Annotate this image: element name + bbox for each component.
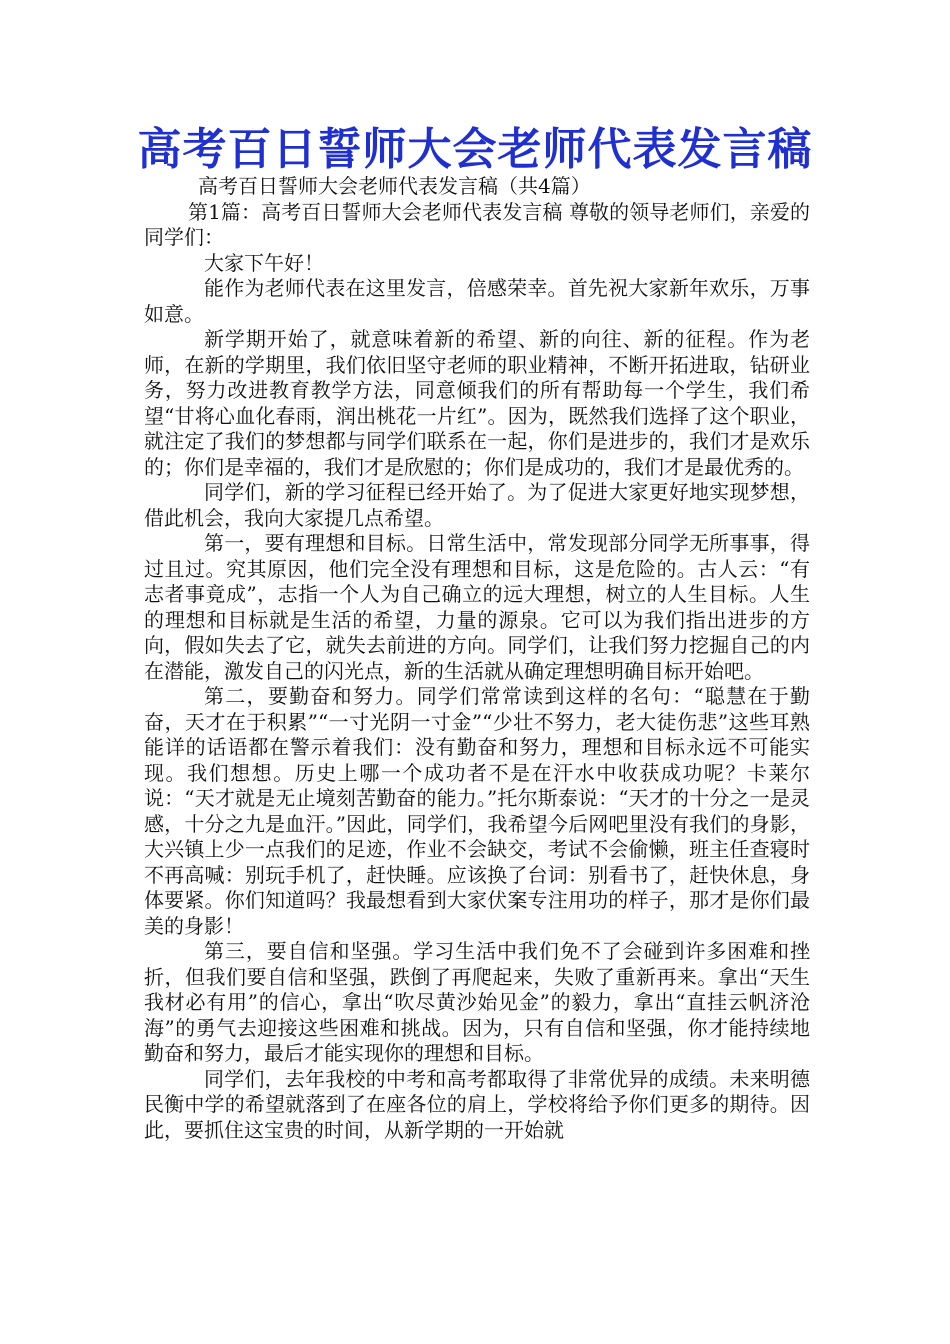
- paragraph-third-point: 第三，要自信和坚强。学习生活中我们免不了会碰到许多困难和挫折，但我们要自信和坚强，跌倒了再爬起来，失败了重新再来。拿出“天生我材必有用”的信心，拿出“吹尽黄沙始见金”的毅力，拿出“直挂云帆济沧海”的勇气去迎接这些困难和挑战。因为，只有自信和坚强，你才能持续地勤奋和努力，最后才能实现你的理想和目标。: [144, 939, 810, 1065]
- paragraph-new-semester: 新学期开始了，就意味着新的希望、新的向往、新的征程。作为老师，在新的学期里，我们依旧坚守老师的职业精神，不断开拓进取，钻研业务，努力改进教育教学方法，同意倾我们的所有帮助每一个学生，我们希望“甘将心血化春雨，润出桃花一片红”。因为，既然我们选择了这个职业，就注定了我们的梦想都与同学们联系在一起，你们是进步的，我们才是欢乐的；你们是幸福的，我们才是欣慰的；你们是成功的，我们才是最优秀的。: [144, 327, 810, 479]
- paragraph-first-point: 第一，要有理想和目标。日常生活中，常发现部分同学无所事事，得过且过。究其原因，他们完全没有理想和目标，这是危险的。古人云：“有志者事竟成”，志指一个人为自己确立的远大理想，树立的人生目标。人生的理想和目标就是生活的希望，力量的源泉。它可以为我们指出进步的方向，假如失去了它，就失去前进的方向。同学们，让我们努力挖掘自己的内在潜能，激发自己的闪光点，新的生活就从确定理想明确目标开始吧。: [144, 531, 810, 683]
- paragraph-closing: 同学们，去年我校的中考和高考都取得了非常优异的成绩。未来明德民衡中学的希望就落到了在座各位的肩上，学校将给予你们更多的期待。因此，要抓住这宝贵的时间，从新学期的一开始就: [144, 1066, 810, 1142]
- paragraph-intro: 能作为老师代表在这里发言，倍感荣幸。首先祝大家新年欢乐，万事如意。: [144, 276, 810, 326]
- document-body: [144, 174, 810, 1143]
- document-title: 高考百日誓师大会老师代表发言稿: [137, 124, 813, 175]
- paragraph-greeting: 大家下午好！: [204, 250, 324, 275]
- paragraph-second-point: 第二，要勤奋和努力。同学们常常读到这样的名句：“聪慧在于勤奋，天才在于积累”“一寸光阴一寸金”“少壮不努力，老大徒伤悲”这些耳熟能详的话语都在警示着我们：没有勤奋和努力，理想和目标永远不可能实现。我们想想。历史上哪一个成功者不是在汗水中收获成功呢？卡莱尔说：“天才就是无止境刻苦勤奋的能力。”托尔斯泰说：“天才的十分之一是灵感，十分之九是血汗。”因此，同学们，我希望今后网吧里没有我们的身影，大兴镇上少一点我们的足迹，作业不会缺交，考试不会偷懒，班主任查寝时不再高喊：别玩手机了，赶快睡。应该换了台词：别看书了，赶快休息，身体要紧。你们知道吗？我最想看到大家伏案专注用功的样子，那才是你们最美的身影！: [144, 684, 810, 938]
- document-subtitle: 高考百日誓师大会老师代表发言稿（共4篇）: [198, 174, 591, 198]
- paragraph-greeting-header: 第1篇：高考百日誓师大会老师代表发言稿 尊敬的领导老师们，亲爱的同学们：: [144, 199, 810, 249]
- paragraph-hopes: 同学们，新的学习征程已经开始了。为了促进大家更好地实现梦想，借此机会，我向大家提几点希望。: [144, 480, 810, 530]
